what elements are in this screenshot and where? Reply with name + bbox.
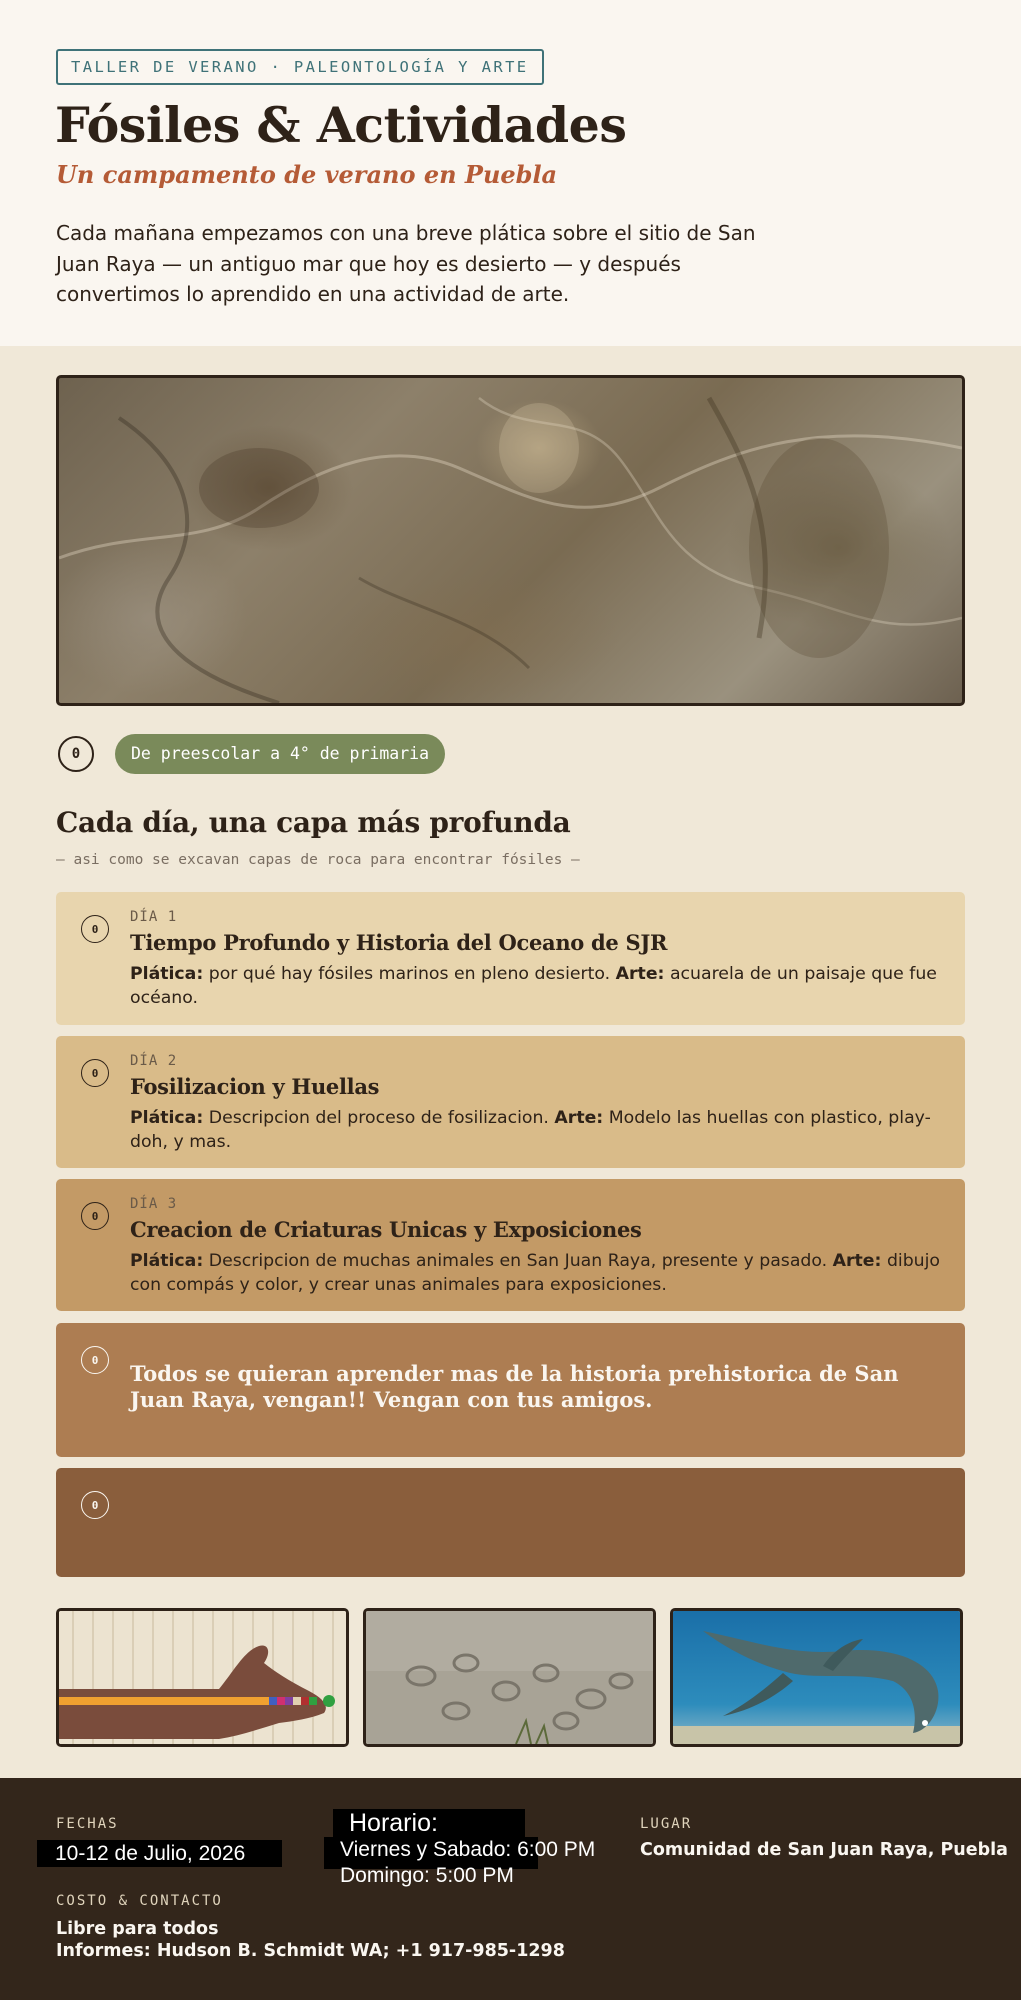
art-text: Modelo las huellas con plastico, play-doh, y mas. xyxy=(130,1108,931,1152)
day-card-3 xyxy=(56,1179,965,1311)
day-card-2 xyxy=(56,1036,965,1168)
page-subtitle: Un campamento de verano en Puebla xyxy=(56,160,558,189)
day-number: DÍA 2 xyxy=(130,1053,178,1069)
talk-text: por qué hay fósiles marinos en pleno desierto. xyxy=(208,964,611,984)
day-title: Tiempo Profundo y Historia del Oceano de SJR xyxy=(130,930,668,955)
ammonite-icon: 0 xyxy=(81,915,109,943)
age-range-badge: De preescolar a 4° de primaria xyxy=(115,734,445,774)
ammonite-icon: 0 xyxy=(81,1346,109,1374)
intro-paragraph: Cada mañana empezamos con una breve plática sobre el sitio de San Juan Raya — un antiguo mar que hoy es desierto — y después convertimos lo aprendido en una actividad de arte. xyxy=(56,221,756,306)
ammonite-icon: 0 xyxy=(81,1491,109,1519)
cost-value: Libre para todos xyxy=(56,1919,219,1939)
place-value: Comunidad de San Juan Raya, Puebla xyxy=(640,1840,1008,1860)
footprints-photo xyxy=(363,1608,656,1747)
fossil-texture xyxy=(59,378,962,703)
talk-label: Plática: xyxy=(130,964,204,984)
ammonite-icon: 0 xyxy=(58,736,94,772)
schedule-line-1: Viernes y Sabado: 6:00 PM xyxy=(340,1838,596,1861)
contact-value: Informes: Hudson B. Schmidt WA; +1 917-985-1298 xyxy=(56,1941,565,1961)
page-title: Fósiles & Actividades xyxy=(55,96,627,154)
schedule-title: Cada día, una capa más profunda xyxy=(56,806,571,839)
talk-label: Plática: xyxy=(130,1251,204,1271)
talk-text: Descripcion del proceso de fosilizacion. xyxy=(208,1108,549,1128)
day-number: DÍA 1 xyxy=(130,909,178,925)
schedule-subtitle: — asi como se excavan capas de roca para encontrar fósiles — xyxy=(56,852,580,868)
day-title: Fosilizacion y Huellas xyxy=(130,1074,380,1099)
art-label: Arte: xyxy=(615,964,665,984)
closing-card xyxy=(56,1323,965,1457)
art-text: dibujo con compás y color, y crear unas animales para exposiciones. xyxy=(130,1251,941,1295)
day-description xyxy=(130,962,950,1010)
talk-text: Descripcion de muchas animales en San Juan Raya, presente y pasado. xyxy=(208,1251,828,1271)
dates-value: 10-12 de Julio, 2026 xyxy=(37,1840,282,1867)
ammonite-icon: 0 xyxy=(81,1059,109,1087)
day-description xyxy=(130,1106,950,1154)
day-title: Creacion de Criaturas Unicas y Exposiciones xyxy=(130,1217,642,1242)
art-label: Arte: xyxy=(554,1108,604,1128)
day-card-1 xyxy=(56,892,965,1025)
closing-message: Todos se quieran aprender mas de la historia prehistorica de San Juan Raya, vengan!! Vengan con tus amigos. xyxy=(130,1361,899,1412)
timeline-illustration xyxy=(56,1608,349,1747)
dinosaur-footprints xyxy=(366,1611,653,1744)
deep-time-arm-drawing xyxy=(59,1611,346,1744)
footer-info xyxy=(0,1778,1021,2000)
ammonite-icon: 0 xyxy=(81,1202,109,1230)
dates-label: FECHAS xyxy=(56,1816,119,1832)
schedule-line-2: Domingo: 5:00 PM xyxy=(340,1864,514,1887)
plesiosaur-drawing xyxy=(673,1611,960,1744)
day-description xyxy=(130,1249,950,1297)
fossil-rock-photo xyxy=(56,375,965,706)
place-label: LUGAR xyxy=(640,1816,693,1832)
art-label: Arte: xyxy=(832,1251,882,1271)
art-text: acuarela de un paisaje que fue océano. xyxy=(130,964,937,1008)
eyebrow-tag: TALLER DE VERANO · PALEONTOLOGÍA Y ARTE xyxy=(56,49,544,85)
hero-section xyxy=(0,0,1021,346)
marine-reptile-illustration xyxy=(670,1608,963,1747)
empty-card xyxy=(56,1468,965,1577)
contact-label: COSTO & CONTACTO xyxy=(56,1893,223,1909)
schedule-heading: Horario: xyxy=(333,1809,525,1837)
talk-label: Plática: xyxy=(130,1108,204,1128)
day-number: DÍA 3 xyxy=(130,1196,178,1212)
